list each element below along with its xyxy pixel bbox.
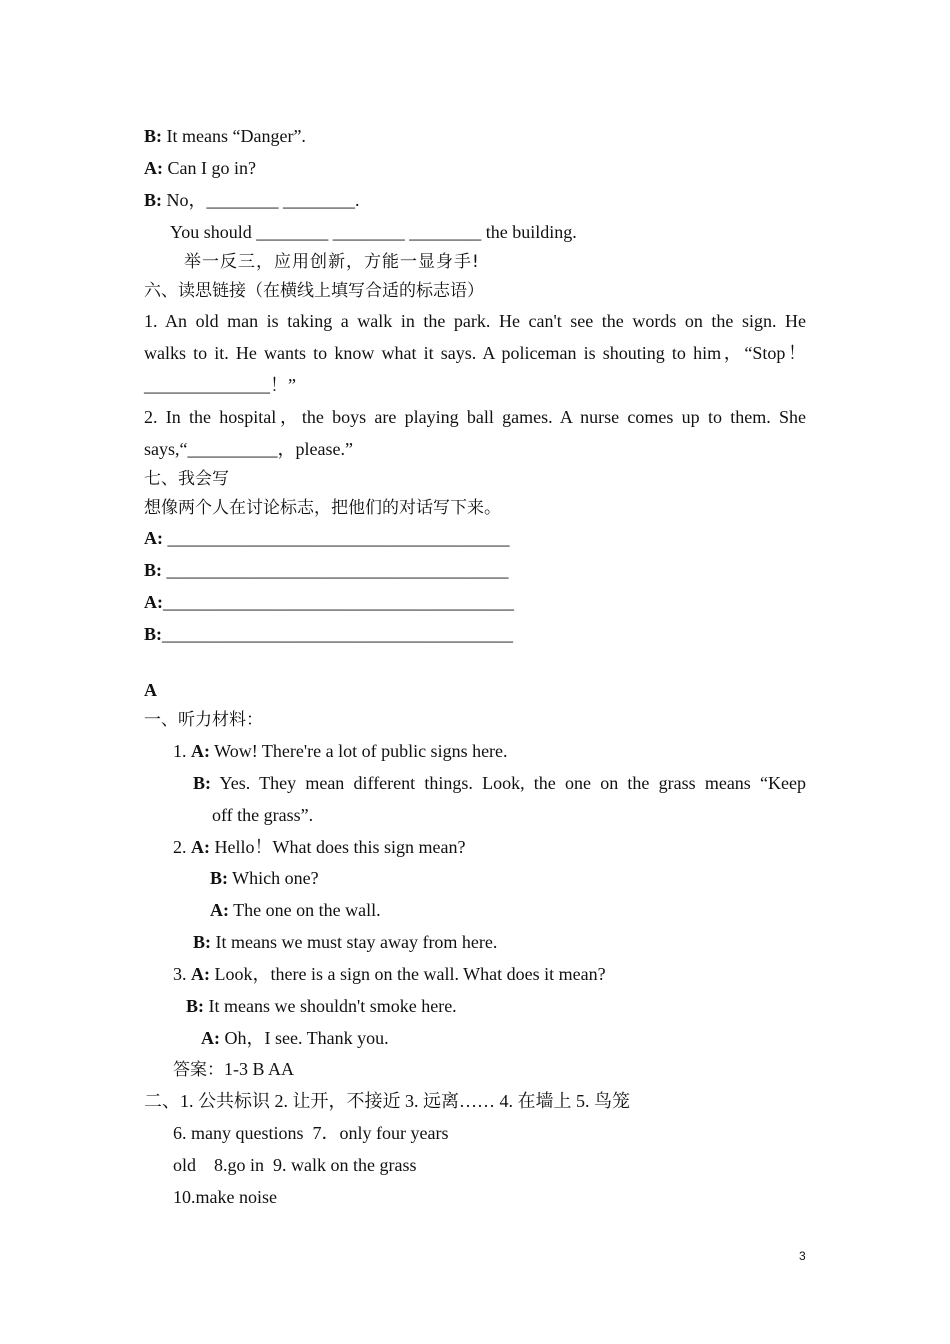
section-seven-title: 七、我会写 — [144, 469, 229, 489]
listening-line: B: Which one? — [210, 868, 319, 888]
answer-key — [173, 1058, 294, 1081]
answer-blank: ______________________________________ — [163, 528, 510, 548]
speaker-label: A: — [191, 837, 210, 857]
speaker-label: A: — [144, 158, 163, 178]
speaker-label: B: — [193, 932, 211, 952]
speaker-label: B: — [144, 190, 162, 210]
page-number: 3 — [799, 1249, 806, 1263]
speaker-label: B: — [193, 773, 211, 793]
answer-blank: _______________________________________ — [162, 624, 513, 644]
speaker-label: B: — [210, 868, 228, 888]
writing-prompt: 想像两个人在讨论标志，把他们的对话写下来。 — [144, 498, 501, 518]
speaker-label: B: — [144, 624, 162, 644]
writing-line — [144, 623, 513, 645]
writing-line — [144, 559, 509, 581]
dialogue-line — [144, 125, 306, 147]
writing-line — [144, 527, 510, 549]
dialogue-text: No，________ ________. — [162, 190, 360, 210]
part-two-line: 10.make noise — [173, 1187, 277, 1207]
speaker-label: A: — [191, 741, 210, 761]
listening-line: A: The one on the wall. — [210, 900, 381, 920]
dialogue-text: Can I go in? — [163, 158, 256, 178]
speaker-label: A: — [144, 528, 163, 548]
part-two-line: 6. many questions 7．only four years — [173, 1123, 449, 1143]
listening-line: B: It means we must stay away from here. — [193, 932, 498, 952]
listening-line: 3. A: Look，there is a sign on the wall. What does it mean? — [173, 964, 606, 984]
speaker-label: A: — [144, 592, 163, 612]
answer-heading: A — [144, 680, 157, 700]
speaker-label: B: — [144, 126, 162, 146]
answer-blank: _______________________________________ — [163, 592, 514, 612]
dialogue-line — [144, 189, 360, 211]
dialogue-line — [144, 157, 256, 179]
listening-line: B: It means we shouldn't smoke here. — [186, 996, 457, 1016]
speaker-label: A: — [201, 1028, 220, 1048]
question-one-line: 1. An old man is taking a walk in the park. He can't see the words on the sign. He — [144, 311, 806, 331]
part-two-line: 二、1. 公共标识 2. 让开，不接近 3. 远离…… 4. 在墙上 5. 鸟笼 — [144, 1091, 630, 1111]
dialogue-line: You should ________ ________ ________ the building. — [170, 222, 577, 242]
speaker-label: A: — [210, 900, 229, 920]
dialogue-text: It means “Danger”. — [162, 126, 306, 146]
listening-title: 一、听力材料： — [144, 710, 263, 730]
answer-blank: ______________________________________ — [162, 560, 509, 580]
section-six-title: 六、读思链接（在横线上填写合适的标志语） — [144, 281, 484, 301]
listening-line: 1. A: Wow! There're a lot of public signs here. — [173, 741, 508, 761]
listening-line: off the grass”. — [212, 805, 314, 825]
question-two-line: says,“__________，please.” — [144, 439, 353, 459]
writing-line — [144, 591, 514, 613]
answer-key-label: 答案： — [173, 1060, 224, 1080]
question-two-line: 2. In the hospital，the boys are playing ball games. A nurse comes up to them. She — [144, 407, 806, 427]
question-one-line: walks to it. He wants to know what it says. A policeman is shouting to him，“Stop！ — [144, 343, 806, 363]
motto: 举一反三，应用创新，方能一显身手! — [184, 252, 480, 272]
listening-line: B: Yes. They mean different things. Look, the one on the grass means “Keep — [193, 773, 806, 793]
listening-line: A: Oh，I see. Thank you. — [201, 1028, 389, 1048]
part-two-line: old 8.go in 9. walk on the grass — [173, 1155, 417, 1175]
speaker-label: B: — [144, 560, 162, 580]
question-one-line: ______________！” — [144, 375, 296, 395]
speaker-label: B: — [186, 996, 204, 1016]
listening-line: 2. A: Hello！What does this sign mean? — [173, 837, 466, 857]
speaker-label: A: — [191, 964, 210, 984]
answer-key-value: 1-3 B AA — [224, 1059, 295, 1079]
